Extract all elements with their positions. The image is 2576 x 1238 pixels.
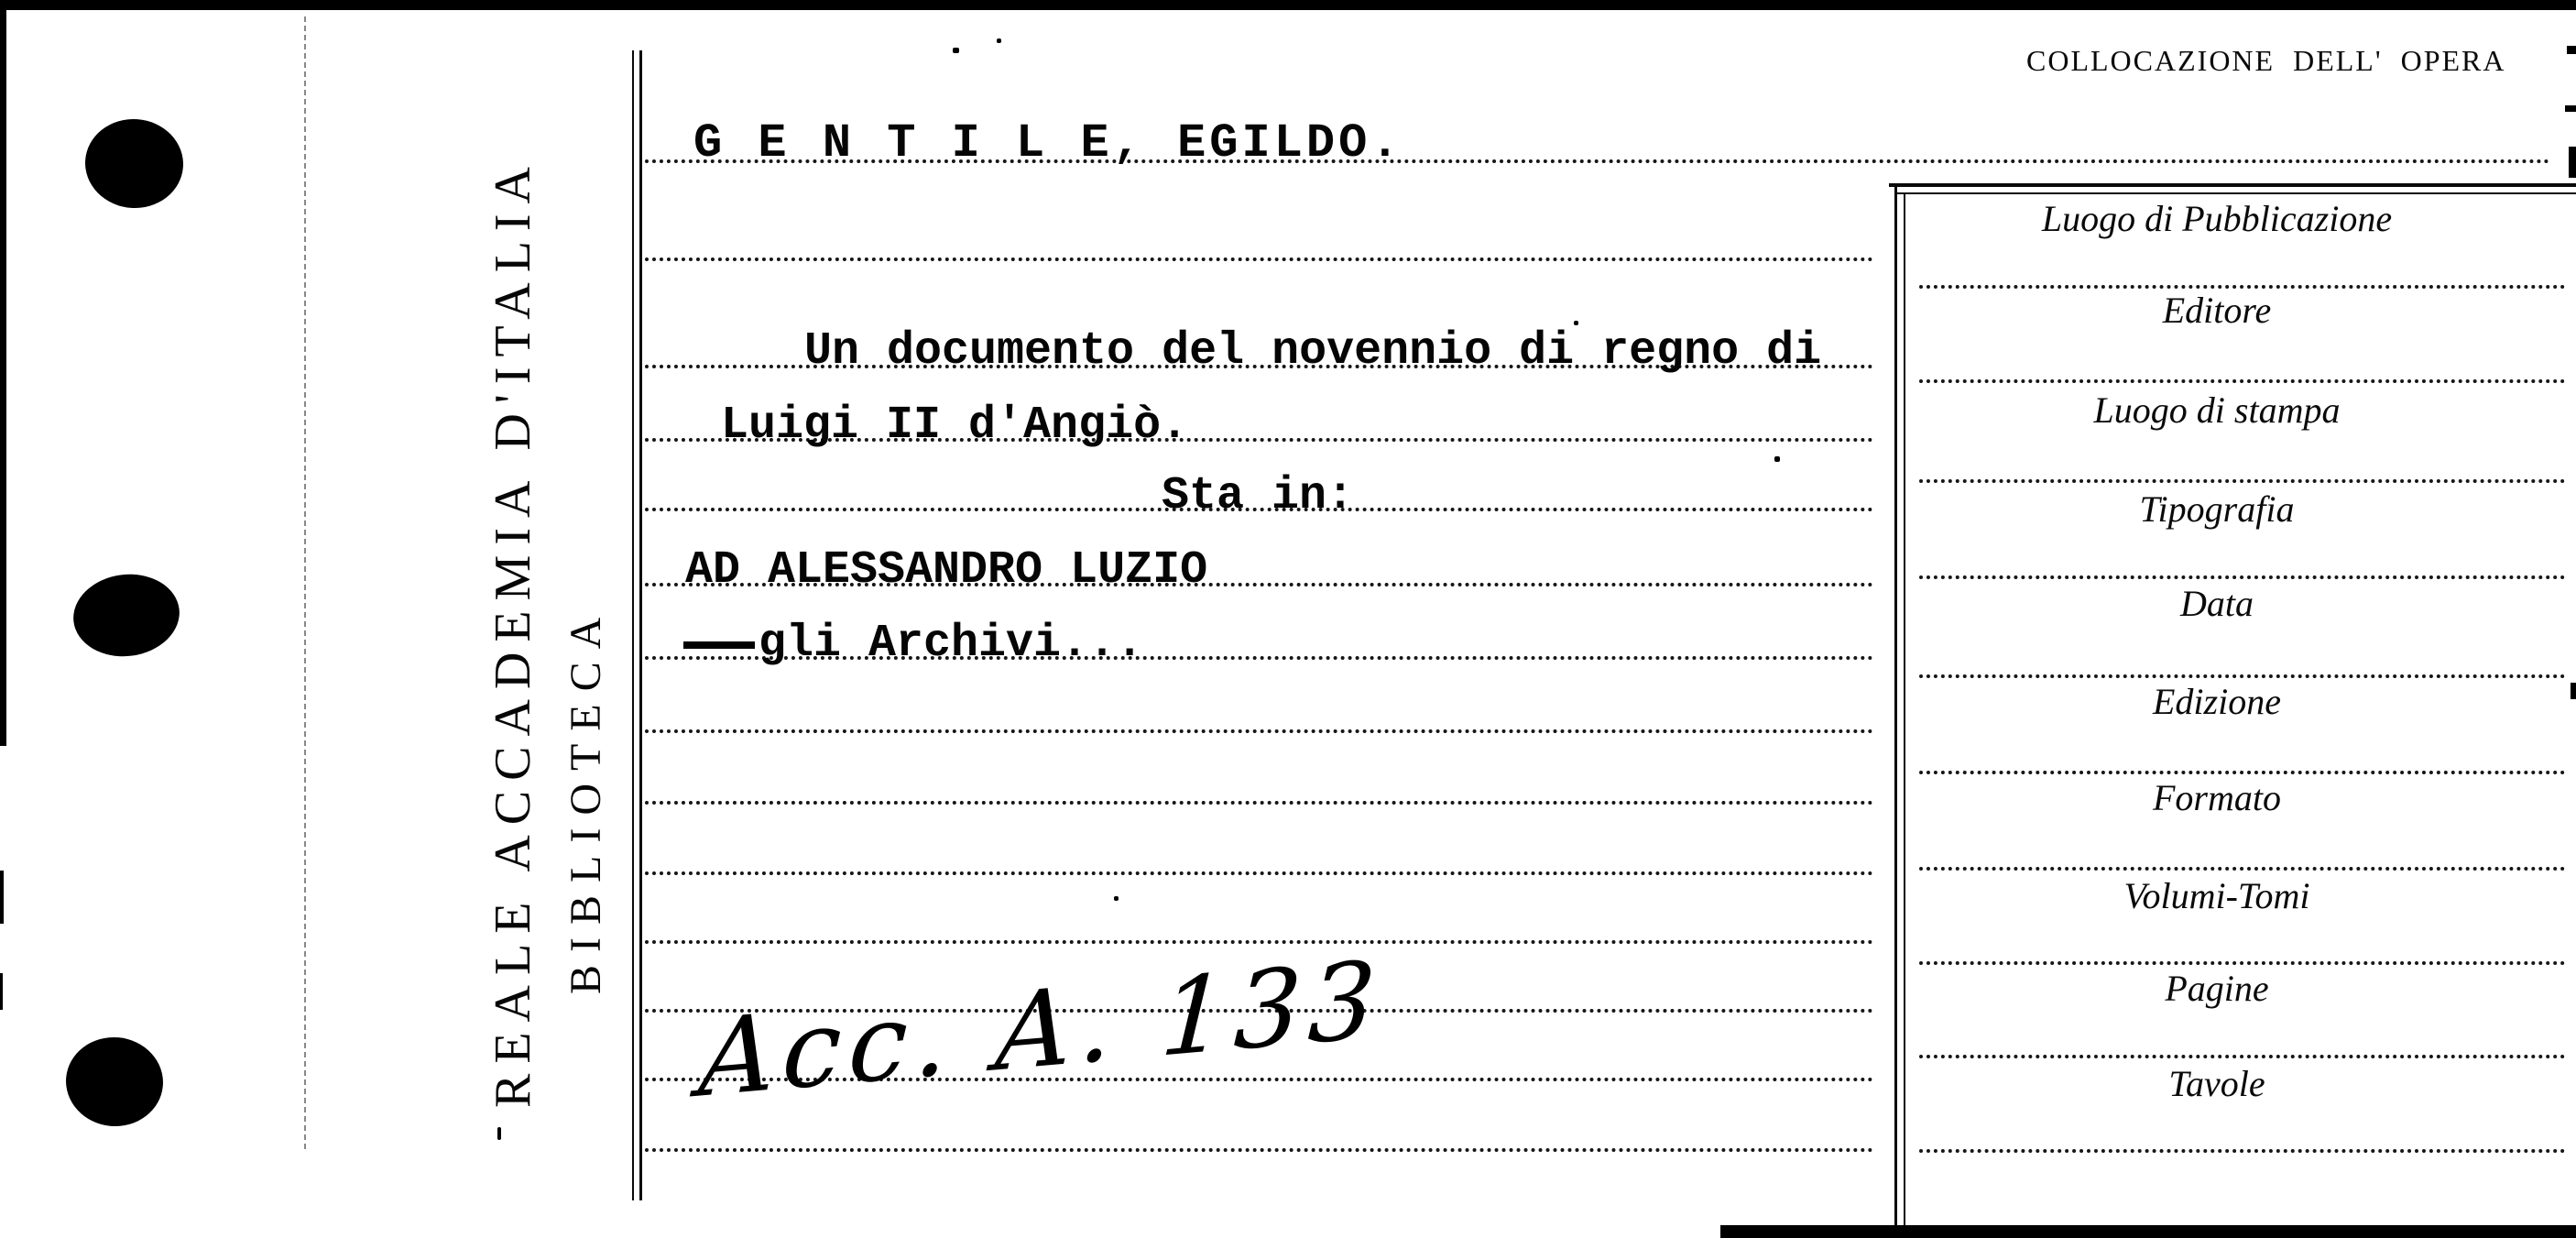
punch-hole-middle bbox=[69, 568, 184, 662]
scan-speck bbox=[497, 1127, 501, 1140]
field-pagine: Pagine bbox=[2165, 968, 2269, 1009]
dash-rule bbox=[683, 641, 755, 649]
collocazione-box-top-border-outer bbox=[1889, 183, 2576, 187]
scan-artifact-left-edge bbox=[0, 7, 6, 746]
accession-number-handwritten: Acc. A. 133 bbox=[696, 937, 1386, 1122]
ruled-line bbox=[645, 729, 1873, 733]
field-luogo-di-stampa: Luogo di stampa bbox=[2093, 389, 2341, 431]
field-data: Data bbox=[2180, 583, 2254, 624]
punch-hole-bottom bbox=[62, 1034, 167, 1131]
punch-hole-top bbox=[82, 115, 187, 211]
entry-title-line-2: Luigi II d'Angiò. bbox=[721, 400, 1189, 452]
box-ruled-line bbox=[1919, 674, 2565, 678]
box-ruled-line bbox=[1919, 285, 2565, 289]
sta-in-label: Sta in: bbox=[1162, 470, 1355, 522]
collocazione-box-top-border-inner bbox=[1894, 192, 2576, 194]
container-author-line: AD ALESSANDRO LUZIO bbox=[685, 544, 1208, 597]
scan-speck bbox=[1114, 896, 1119, 901]
field-luogo-di-pubblicazione: Luogo di Pubblicazione bbox=[2041, 198, 2393, 239]
field-tipografia: Tipografia bbox=[2139, 488, 2295, 530]
ruled-line bbox=[645, 871, 1873, 875]
container-title-line: gli Archivi... bbox=[759, 618, 1144, 670]
box-ruled-line bbox=[1919, 479, 2565, 483]
field-edizione: Edizione bbox=[2153, 681, 2281, 722]
scan-speck bbox=[997, 38, 1001, 43]
scan-artifact-right-tick-3 bbox=[2569, 147, 2576, 178]
box-ruled-line bbox=[1919, 575, 2565, 579]
scan-artifact-bottom-right-bar bbox=[1720, 1225, 2576, 1238]
collocazione-header-label: COLLOCAZIONE DELL' OPERA bbox=[2026, 44, 2506, 77]
scan-artifact-right-tick-1 bbox=[2567, 46, 2576, 54]
box-ruled-line bbox=[1919, 1149, 2565, 1153]
scan-artifact-left-edge-lower bbox=[0, 871, 4, 924]
spine-institution-text: REALE ACCADEMIA D'ITALIA bbox=[485, 157, 541, 1108]
heading-entry: G E N T I L E, EGILDO. bbox=[693, 116, 1403, 170]
card-left-rule-outer bbox=[632, 50, 634, 1200]
scan-artifact-right-tick-2 bbox=[2565, 105, 2576, 112]
box-ruled-line bbox=[1919, 867, 2565, 871]
box-ruled-line bbox=[1919, 961, 2565, 965]
scan-artifact-left-edge-lower-2 bbox=[0, 973, 3, 1010]
scan-speck bbox=[1574, 321, 1578, 325]
entry-title-line-1: Un documento del novennio di regno di bbox=[804, 325, 1822, 378]
scan-artifact-right-tick-4 bbox=[2571, 683, 2576, 699]
scan-speck bbox=[953, 48, 959, 53]
scan-speck bbox=[1774, 456, 1780, 462]
card-left-rule-inner bbox=[639, 50, 642, 1200]
box-ruled-line bbox=[1919, 379, 2565, 383]
ruled-line bbox=[645, 801, 1873, 805]
ruled-line bbox=[645, 257, 1873, 261]
collocazione-box-left-border-inner bbox=[1904, 192, 1905, 1225]
spine-department-text: BIBLIOTECA bbox=[562, 604, 610, 994]
box-ruled-line bbox=[1919, 1055, 2565, 1058]
collocazione-box-left-border-outer bbox=[1894, 185, 1897, 1225]
ruled-line bbox=[645, 1148, 1873, 1152]
ruled-line bbox=[645, 940, 1873, 944]
field-tavole: Tavole bbox=[2168, 1063, 2265, 1104]
scan-artifact-top-edge bbox=[0, 0, 2576, 10]
field-editore: Editore bbox=[2162, 290, 2272, 331]
field-formato: Formato bbox=[2153, 777, 2281, 818]
box-ruled-line bbox=[1919, 771, 2565, 774]
card-fold-line bbox=[304, 16, 306, 1149]
field-volumi-tomi: Volumi-Tomi bbox=[2123, 875, 2310, 916]
